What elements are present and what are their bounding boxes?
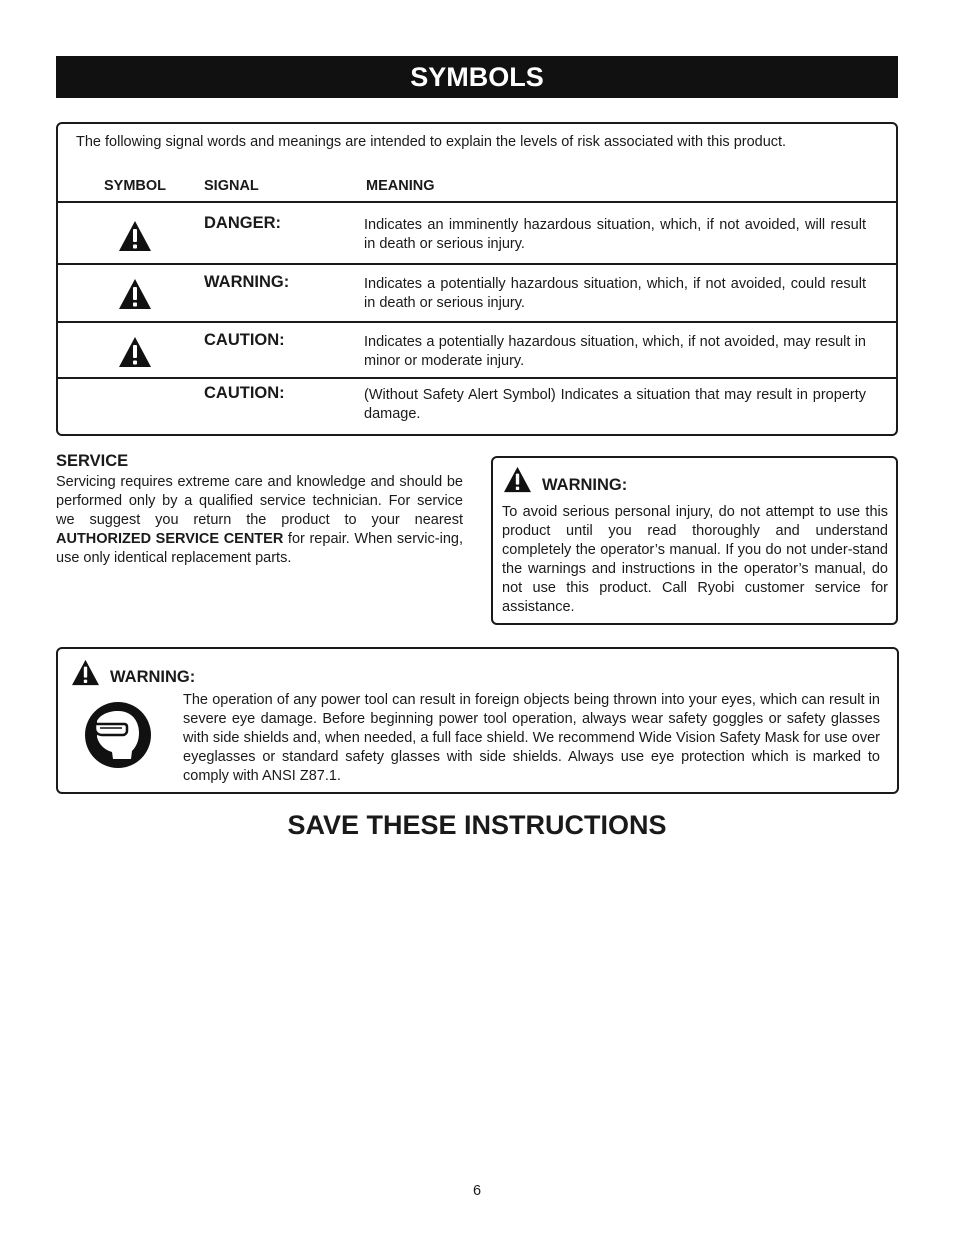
meaning-caution: Indicates a potentially hazardous situation, which, if not avoided, may result in minor or moderate injury. (364, 334, 866, 369)
service-text-part: for repair. When servic-ing, use only identical replacement parts. (56, 531, 463, 566)
column-header-meaning: MEANING (366, 178, 435, 194)
safety-alert-icon (503, 466, 532, 493)
symbols-intro: The following signal words and meanings are intended to explain the levels of risk associated with this product. (76, 134, 787, 150)
safety-alert-icon (118, 278, 152, 310)
signal-warning: WARNING: (204, 273, 290, 291)
save-instructions-title: SAVE THESE INSTRUCTIONS (287, 810, 667, 840)
page-number: 6 (472, 1183, 482, 1199)
table-divider (58, 263, 896, 265)
symbols-table (56, 122, 898, 436)
safety-alert-icon (118, 220, 152, 252)
safety-alert-icon (118, 336, 152, 368)
manual-warning-text: To avoid serious personal injury, do not attempt to use this product until you read thoroughly and understand completely the operator’s manual. If you do not under-stand the warnings and instructions in the operator’s manual, do not use this product. Call Ryobi customer service for assistance. (502, 504, 888, 615)
safety-goggles-icon (84, 701, 152, 769)
table-divider (58, 201, 896, 203)
eye-warning-text: The operation of any power tool can result in foreign objects being thrown into your eyes, which can result in severe eye damage. Before beginning power tool operation, always wear safety goggles or safety glasses with side shields and, when needed, a full face shield. We recommend Wide Vision Safety Mask for use over eyeglasses or standard safety glasses with side shields. Always use eye protection which is marked to comply with ANSI Z87.1. (183, 692, 880, 784)
service-center-emphasis: AUTHORIZED SERVICE CENTER (56, 531, 284, 547)
meaning-danger: Indicates an imminently hazardous situation, which, if not avoided, will result in death or serious injury. (364, 217, 866, 252)
page-title: SYMBOLS (410, 62, 544, 92)
service-text-part: Servicing requires extreme care and knowledge and should be performed only by a qualified service technician. For service we suggest you return the product to your nearest (56, 474, 463, 528)
table-divider (58, 321, 896, 323)
signal-danger: DANGER: (204, 214, 281, 232)
service-text (56, 473, 463, 568)
safety-alert-icon (71, 659, 100, 686)
column-header-signal: SIGNAL (204, 178, 259, 194)
manual-warning-box (491, 456, 898, 625)
warning-label: WARNING: (542, 476, 628, 494)
signal-caution: CAUTION: (204, 331, 285, 349)
table-divider (58, 377, 896, 379)
eye-warning-box (56, 647, 899, 794)
service-title: SERVICE (56, 452, 129, 470)
meaning-caution-property: (Without Safety Alert Symbol) Indicates a situation that may result in property damage. (364, 387, 866, 422)
signal-caution-property: CAUTION: (204, 384, 285, 402)
column-header-symbol: SYMBOL (104, 178, 167, 194)
warning-label: WARNING: (110, 668, 196, 686)
page-title-banner (56, 56, 898, 98)
meaning-warning: Indicates a potentially hazardous situation, which, if not avoided, could result in death or serious injury. (364, 276, 866, 311)
